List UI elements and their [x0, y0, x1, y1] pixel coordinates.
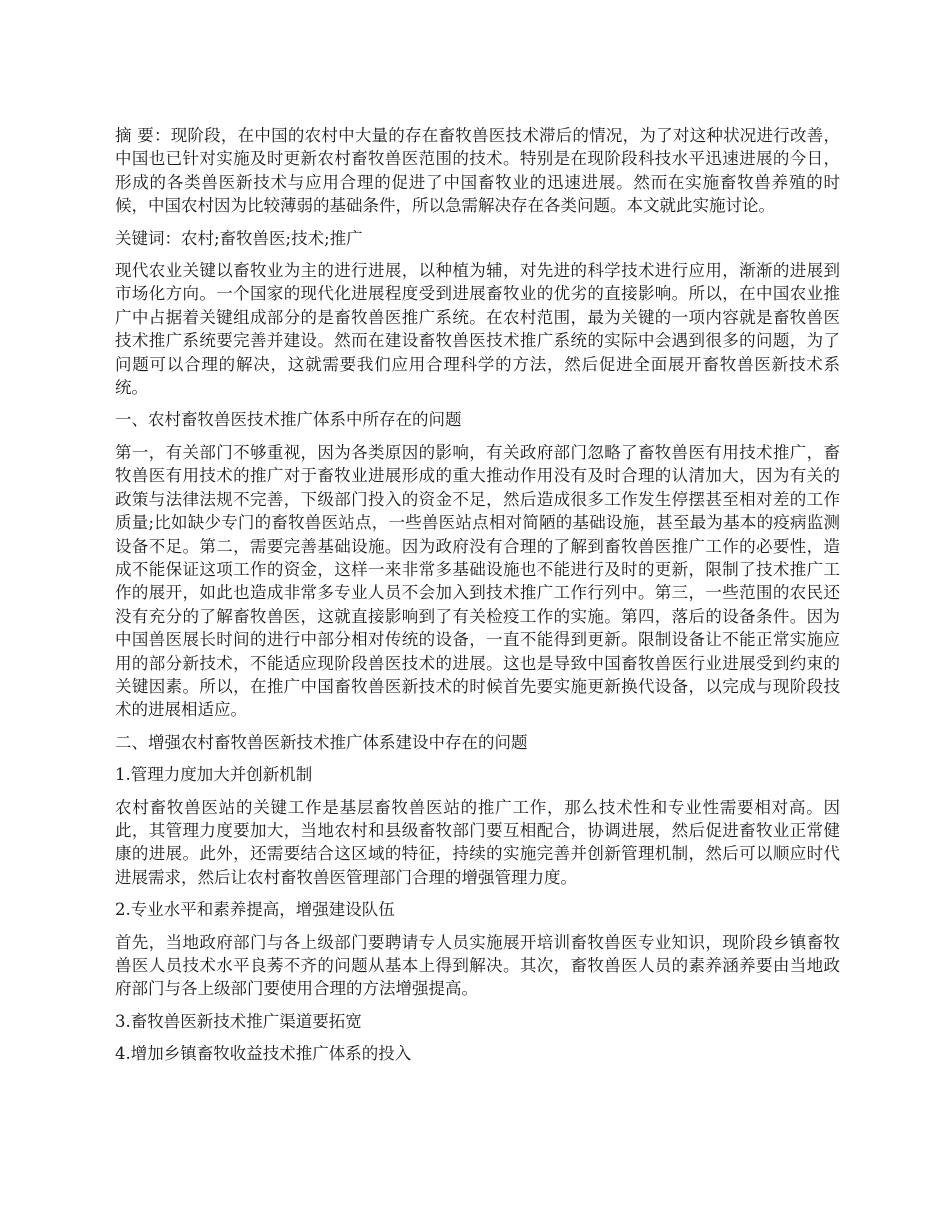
document-page — [115, 124, 840, 1075]
subsection-4-heading: 4.增加乡镇畜牧收益技术推广体系的投入 — [115, 1044, 412, 1064]
section-1-body: 第一，有关部门不够重视，因为各类原因的影响，有关政府部门忽略了畜牧兽医有用技术推广，畜牧兽医有用技术的推广对于畜牧业进展形成的重大推动作用没有及时合理的认清加大，因为有关的政策与法律法规不完善，下级部门投入的资金不足，然后造成很多工作发生停摆甚至相对差的工作质量;比如缺少专门的畜牧兽医站点，一些兽医站点相对简陋的基础设施，甚至最为基本的疫病监测设备不足。第二，需要完善基础设施。因为政府没有合理的了解到畜牧兽医推广工作的必要性，造成不能保证这项工作的资金，这样一来非常多基础设施也不能进行及时的更新，限制了技术推广工作的展开，如此也造成非常多专业人员不会加入到技术推广工作行列中。第三，一些范围的农民还没有充分的了解畜牧兽医，这就直接影响到了有关检疫工作的实施。第四，落后的设备条件。因为中国兽医展长时间的进行中部分相对传统的设备，一直不能得到更新。限制设备让不能正常实施应用的部分新技术，不能适应现阶段兽医技术的进展。这也是导致中国畜牧兽医行业进展受到约束的关键因素。所以，在推广中国畜牧兽医新技术的时候首先要实施更新换代设备，以完成与现阶段技术的进展相适应。 — [115, 442, 840, 720]
abstract-paragraph: 摘 要：现阶段，在中国的农村中大量的存在畜牧兽医技术滞后的情况，为了对这种状况进行改善，中国也已针对实施及时更新农村畜牧兽医范围的技术。特别是在现阶段科技水平迅速进展的今日，形成的各类兽医新技术与应用合理的促进了中国畜牧业的迅速进展。然而在实施畜牧兽养殖的时候，中国农村因为比较薄弱的基础条件，所以急需解决存在各类问题。本文就此实施讨论。 — [115, 126, 840, 216]
subsection-2-body: 首先，当地政府部门与各上级部门要聘请专人员实施展开培训畜牧兽医专业知识，现阶段乡镇畜牧兽医人员技术水平良莠不齐的问题从基本上得到解决。其次，畜牧兽医人员的素养涵养要由当地政府部门与各上级部门要使用合理的方法增强提高。 — [115, 932, 840, 999]
subsection-3-heading: 3.畜牧兽医新技术推广渠道要拓宽 — [115, 1011, 362, 1031]
subsection-1-heading: 1.管理力度加大并创新机制 — [115, 765, 313, 785]
intro-paragraph: 现代农业关键以畜牧业为主的进行进展，以种植为辅，对先进的科学技术进行应用，渐渐的进展到市场化方向。一个国家的现代化进展程度受到进展畜牧业的优劣的直接影响。所以，在中国农业推广中占据着关键组成部分的是畜牧兽医推广系统。在农村范围，最为关键的一项内容就是畜牧兽医技术推广系统要完善并建设。然而在建设畜牧兽医技术推广系统的实际中会遇到很多的问题，为了问题可以合理的解决，这就需要我们应用合理科学的方法，然后促进全面展开畜牧兽医新技术系统。 — [115, 261, 840, 398]
keywords-line: 关键词：农村;畜牧兽医;技术;推广 — [115, 228, 363, 248]
subsection-2-heading: 2.专业水平和素养提高，增强建设队伍 — [115, 900, 395, 920]
section-1-heading: 一、农村畜牧兽医技术推广体系中所存在的问题 — [115, 410, 462, 430]
section-2-heading: 二、增强农村畜牧兽医新技术推广体系建设中存在的问题 — [115, 732, 528, 752]
subsection-1-body: 农村畜牧兽医站的关键工作是基层畜牧兽医站的推广工作，那么技术性和专业性需要相对高。因此，其管理力度要加大，当地农村和县级畜牧部门要互相配合，协调进展，然后促进畜牧业正常健康的进展。此外，还需要结合这区域的特征，持续的实施完善并创新管理机制，然后可以顺应时代进展需求，然后让农村畜牧兽医管理部门合理的增强管理力度。 — [115, 797, 840, 887]
